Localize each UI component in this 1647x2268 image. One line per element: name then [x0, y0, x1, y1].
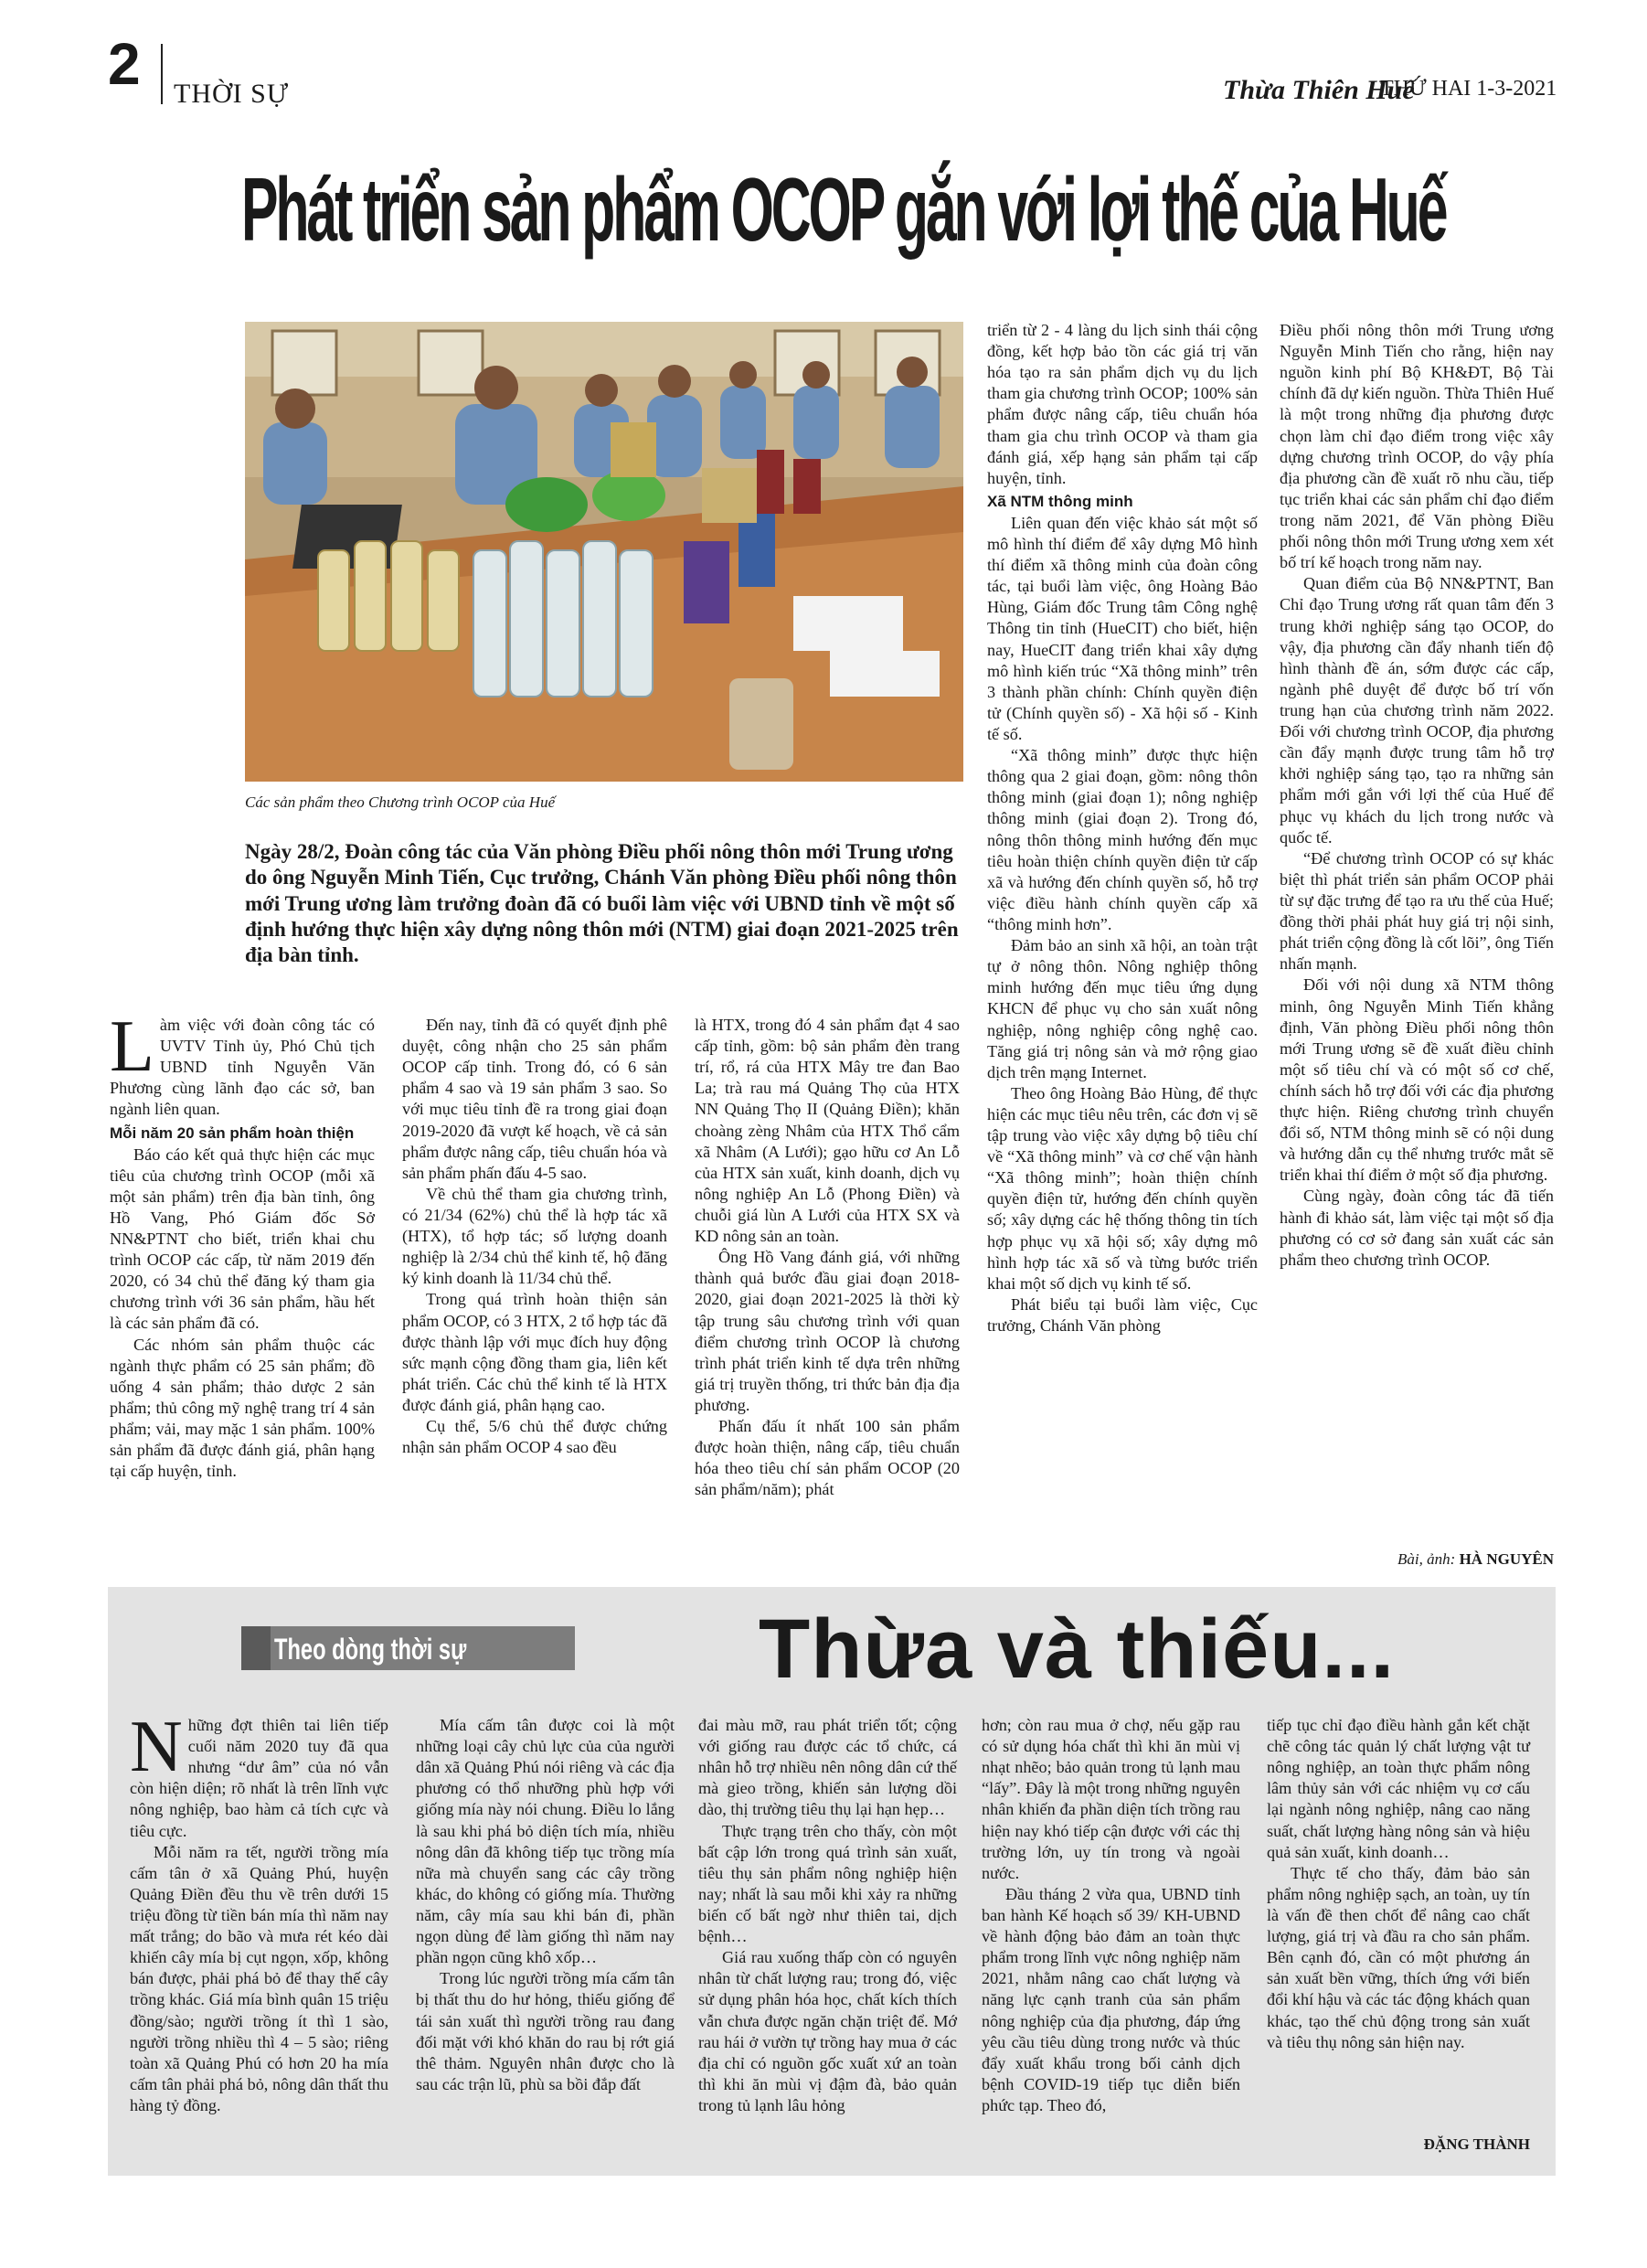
- article-photo: [245, 322, 963, 782]
- paragraph: Trong quá trình hoàn thiện sản phẩm OCOP, có 3 HTX, 2 tổ hợp tác đã được thành lập với mục đích huy động sức mạnh cộng đồng tham gia, liên kết phát triển. Các chủ thể kinh tế là HTX được đánh giá, phân hạng cao.: [402, 1290, 667, 1414]
- subheading: Xã NTM thông minh: [987, 492, 1133, 510]
- article-column-5: [1280, 320, 1554, 1271]
- header-divider: [161, 44, 163, 104]
- paragraph: Báo cáo kết quả thực hiện các mục tiêu của chương trình OCOP (mỗi xã một sản phẩm) trên địa bàn tỉnh, ông Hồ Vang, Phó Giám đốc Sở NN&PTNT cho biết, triển khai chu trình OCOP các cấp, từ năm 2019 đến 2020, có 34 chủ thể đăng ký tham gia chương trình với 36 sản phẩm, hầu hết là các sản phẩm đã có.: [110, 1145, 375, 1333]
- drop-cap: L: [110, 1006, 154, 1087]
- paragraph: Các nhóm sản phẩm thuộc các ngành thực phẩm có 25 sản phẩm; đồ uống 4 sản phẩm; thảo dược 2 sản phẩm; thủ công mỹ nghệ trang trí 4 sản phẩm; vải, may mặc 1 sản phẩm. 100% sản phẩm đã được đánh giá, phân hạng tại cấp huyện, tỉnh.: [110, 1335, 375, 1481]
- paragraph: Giá rau xuống thấp còn có nguyên nhân từ chất lượng rau; trong đó, việc sử dụng phân hóa học, chất kích thích vẫn chưa được ngăn chặn triệt để. Mớ rau hái ở vườn tự trồng hay mua ở các địa chỉ có nguồn gốc xuất xứ an toàn thì khi ăn mùi vị đậm đà, bảo quản trong tủ lạnh lâu hỏng: [698, 1948, 957, 2114]
- paragraph: Đến nay, tỉnh đã có quyết định phê duyệt, công nhận cho 25 sản phẩm OCOP cấp tỉnh. Trong đó, có 6 sản phẩm 4 sao và 19 sản phẩm 3 sao. So với mục tiêu tỉnh đề ra trong giai đoạn 2019-2020 đã vượt kế hoạch, về cả sản phẩm được nâng cấp, tiêu chuẩn hóa và sản phẩm phấn đấu 4-5 sao.: [402, 1016, 667, 1182]
- paragraph: Cùng ngày, đoàn công tác đã tiến hành đi khảo sát, làm việc tại một số địa phương có cơ sở đang sản xuất các sản phẩm theo chương trình OCOP.: [1280, 1187, 1554, 1269]
- article-column-1: [110, 1006, 375, 1482]
- opinion-column-4: [982, 1715, 1240, 2116]
- paragraph: Cụ thể, 5/6 chủ thể được chứng nhận sản phẩm OCOP 4 sao đều: [402, 1417, 667, 1457]
- section-name: THỜI SỰ: [174, 79, 290, 109]
- opinion-column-1: [130, 1707, 388, 2116]
- article-column-3: [695, 1015, 960, 1501]
- column-tag-accent: [241, 1626, 271, 1670]
- subheading: Mỗi năm 20 sản phẩm hoàn thiện: [110, 1123, 355, 1142]
- column-tag-label: Theo dòng thời sự: [274, 1633, 467, 1666]
- paragraph: Thực trạng trên cho thấy, còn một bất cập lớn trong quá trình sản xuất, tiêu thụ sản phẩm nông nghiệp hiện nay; nhất là sau mỗi khi xảy ra những biến cố bất ngờ như thiên tai, dịch bệnh…: [698, 1821, 957, 1946]
- paragraph: Đầu tháng 2 vừa qua, UBND tỉnh ban hành Kế hoạch số 39/ KH-UBND về hành động bảo đảm an toàn thực phẩm trong lĩnh vực nông nghiệp năm 2021, nhằm nâng cao chất lượng và năng lực cạnh tranh của sản phẩm nông nghiệp của địa phương, đáp ứng yêu cầu tiêu dùng trong nước và thúc đẩy xuất khẩu trong bối cảnh dịch bệnh COVID-19 tiếp tục diễn biến phức tạp. Theo đó,: [982, 1884, 1240, 2114]
- paragraph: là HTX, trong đó 4 sản phẩm đạt 4 sao cấp tỉnh, gồm: bộ sản phẩm đèn trang trí, rổ, rá của HTX Mây tre đan Bao La; trà rau má Quảng Thọ của HTX NN Quảng Thọ II (Quảng Điền); khăn choàng zèng Nhâm của HTX Thổ cẩm xã Nhâm (A Lưới); gạo hữu cơ An Lỗ của HTX sản xuất, kinh doanh, dịch vụ nông nghiệp An Lỗ (Phong Điền) và chuỗi giá lùn A Lưới của HTX SX và KD nông sản an toàn.: [695, 1016, 960, 1246]
- paragraph: đai màu mỡ, rau phát triển tốt; cộng với giống rau được các tổ chức, cá nhân hỗ trợ nhiều nên nông dân cứ thế mà gieo trồng, khiến sản lượng dồi dào, thị trường tiêu thụ lại hạn hẹp…: [698, 1716, 957, 1819]
- article-lead: Ngày 28/2, Đoàn công tác của Văn phòng Điều phối nông thôn mới Trung ương do ông Nguyễn Minh Tiến, Cục trưởng, Chánh Văn phòng Điều phối nông thôn mới Trung ương làm trưởng đoàn đã có buổi làm việc với UBND tỉnh về một số định hướng thực hiện xây dựng nông thôn mới (NTM) giai đoạn 2021-2025 trên địa bàn tỉnh.: [245, 840, 959, 967]
- paragraph: Mỗi năm ra tết, người trồng mía cấm tân ở xã Quảng Phú, huyện Quảng Điền đều thu về trên dưới 15 triệu đồng từ tiền bán mía thì năm nay mất trắng; do bão và mưa rét kéo dài khiến cây mía bị cụt ngọn, xốp, không bán được, phải phá bỏ để thay thế cây trồng khác. Giá mía bình quân 15 triệu đồng/sào; người trồng ít thì 1 sào, người trồng nhiều thì 4 – 5 sào; riêng toàn xã Quảng Phú có hơn 20 ha mía cấm tân phải phá bỏ, nông dân thất thu hàng tỷ đồng.: [130, 1842, 388, 2114]
- paragraph: tiếp tục chỉ đạo điều hành gắn kết chặt chẽ công tác quản lý chất lượng vật tư nông nghiệp, an toàn thực phẩm nông lâm thủy sản với các nhiệm vụ cơ cấu lại ngành nông nghiệp, nâng cao năng suất, chất lượng hàng nông sản và hiệu quả sản xuất, kinh doanh…: [1267, 1716, 1530, 1861]
- issue-date: THỨ HAI 1-3-2021: [1380, 77, 1557, 101]
- opinion-title: Thừa và thiếu...: [759, 1603, 1396, 1696]
- paragraph: Mía cấm tân được coi là một những loại cây chủ lực của của người dân xã Quảng Phú nói riêng và các địa phương có thổ nhưỡng phù hợp với giống mía này nói chung. Điều lo lắng là sau khi phá bỏ diện tích mía, nhiều nông dân đã không tiếp tục trồng mía nữa mà chuyển sang các cây trồng khác, do không có giống mía. Thường năm, cây mía sau khi bán đi, phần ngọn dùng để làm giống thì năm nay phần ngọn cũng khô xốp…: [416, 1716, 675, 1967]
- drop-cap: N: [130, 1707, 183, 1787]
- paragraph: “Để chương trình OCOP có sự khác biệt thì phát triển sản phẩm OCOP phải từ sự đặc trưng để tạo ra ưu thế của Huế; đồng thời phải phát huy giá trị nội sinh, phát triển cộng đồng là cốt lõi”, ông Tiến nhấn mạnh.: [1280, 848, 1554, 974]
- opinion-column-2: [416, 1715, 675, 2095]
- paragraph: Phấn đấu ít nhất 100 sản phẩm được hoàn thiện, nâng cấp, tiêu chuẩn hóa theo tiêu chí sản phẩm OCOP (20 sản phẩm/năm); phát: [695, 1417, 960, 1499]
- paragraph: Làm việc với đoàn công tác có UVTV Tỉnh ủy, Phó Chủ tịch UBND tỉnh Nguyễn Văn Phương cùng lãnh đạo các sở, ban ngành liên quan.: [110, 1006, 375, 1119]
- paragraph: Về chủ thể tham gia chương trình, có 21/34 (62%) chủ thể là hợp tác xã (HTX), tổ hợp tác; số lượng doanh nghiệp là 2/34 chủ thể kinh tế, hộ đăng ký kinh doanh là 11/34 chủ thể.: [402, 1184, 667, 1288]
- paragraph: Những đợt thiên tai liên tiếp cuối năm 2020 tuy đã qua nhưng “dư âm” của nó vẫn còn hiện diện; rõ nhất là trên lĩnh vực nông nghiệp, bao hàm cả tích cực và tiêu cực.: [130, 1707, 388, 1840]
- paragraph: Đối với nội dung xã NTM thông minh, ông Nguyễn Minh Tiến khẳng định, Văn phòng Điều phối nông thôn mới Trung ương sẽ đề xuất điều chỉnh một số tiêu chí và có một số cơ chế, chính sách hỗ trợ đối với các địa phương thực hiện. Riêng chương trình chuyển đổi số, NTM thông minh sẽ có nội dung và hướng dẫn cụ thể nhưng trước mắt sẽ triển khai thí điểm ở một số địa phương.: [1280, 975, 1554, 1185]
- paragraph: Thực tế cho thấy, đảm bảo sản phẩm nông nghiệp sạch, an toàn, uy tín là vấn đề then chốt để nâng cao chất lượng, giá trị và đầu ra cho sản phẩm. Bên cạnh đó, cần có một phương án sản xuất bền vững, thích ứng với biến đổi khí hậu và các tác động khách quan khác, tạo thế chủ động trong sản xuất và tiêu thụ nông sản hiện nay.: [1267, 1863, 1530, 2051]
- photo-caption: Các sản phẩm theo Chương trình OCOP của Huế: [245, 793, 556, 811]
- paragraph: triển từ 2 - 4 làng du lịch sinh thái cộng đồng, kết hợp bảo tồn các giá trị văn hóa tạo ra sản phẩm dịch vụ du lịch tham gia chương trình OCOP; 100% sản phẩm được nâng cấp, tiêu chuẩn hóa tham gia chu trình OCOP và tham gia đánh giá, xếp hạng sản phẩm tại cấp huyện, tỉnh.: [987, 321, 1258, 487]
- paragraph: Ông Hồ Vang đánh giá, với những thành quả bước đầu giai đoạn 2018-2020, giai đoạn 2021-2025 là thời kỳ tập trung sâu chương trình với quan điểm chương trình OCOP là chương trình phát triển kinh tế dựa trên những giá trị truyền thống, tri thức bản địa địa phương.: [695, 1248, 960, 1414]
- opinion-column-3: [698, 1715, 957, 2116]
- article-byline: Bài, ảnh: HÀ NGUYÊN: [1397, 1550, 1554, 1568]
- paragraph: Quan điểm của Bộ NN&PTNT, Ban Chỉ đạo Trung ương rất quan tâm đến 3 trung khởi nghiệp sáng tạo OCOP, do vậy, địa phương cần đẩy nhanh tiến độ hình thành đề án, sớm được các cấp, ngành phê duyệt để được bố trí vốn trung hạn của chương trình năm 2022. Đối với chương trình OCOP, địa phương cần đẩy mạnh được trung tâm hỗ trợ khởi nghiệp sáng tạo, tạo ra những sản phẩm mới gắn với lợi thế của Huế để phục vụ khách du lịch trong nước và quốc tế.: [1280, 574, 1554, 847]
- paragraph: Đảm bảo an sinh xã hội, an toàn trật tự ở nông thôn. Nông nghiệp thông minh hướng đến mục tiêu ứng dụng KHCN để phục vụ cho sản xuất nông nghiệp, nông nghiệp công nghệ cao. Tăng giá trị nông sản và mở rộng giao dịch trên mạng Internet.: [987, 936, 1258, 1081]
- opinion-column-5: [1267, 1715, 1530, 2053]
- article-headline: Phát triển sản phẩm OCOP gắn với lợi thế của Huế: [241, 159, 1446, 260]
- paragraph: Điều phối nông thôn mới Trung ương Nguyễn Minh Tiến cho rằng, hiện nay nguồn kinh phí Bộ KH&ĐT, Bộ Tài chính đã dự kiến nguồn. Thừa Thiên Huế là một trong những địa phương được chọn làm chỉ đạo điểm trong việc xây dựng chương trình OCOP, do vậy phía địa phương cần đề xuất rõ nhu cầu, tiếp tục triển khai các sản phẩm chỉ đạo điểm trong năm 2021, để Văn phòng Điều phối nông thôn mới Trung ương xem xét bố trí kế hoạch trong năm nay.: [1280, 321, 1554, 572]
- paragraph: Phát biểu tại buổi làm việc, Cục trưởng, Chánh Văn phòng: [987, 1294, 1258, 1336]
- newspaper-name: Thừa Thiên Huế: [1223, 75, 1415, 105]
- paragraph: hơn; còn rau mua ở chợ, nếu gặp rau có sử dụng hóa chất thì khi ăn mùi vị nhạt nhẽo; bảo quản trong tủ lạnh mau “lấy”. Đây là một trong những nguyên nhân khiến đa phần diện tích trồng rau hiện nay khó tiếp cận được với các thị trường lớn, uy tín trong và ngoài nước.: [982, 1716, 1240, 1882]
- opinion-byline: ĐẶNG THÀNH: [1423, 2135, 1530, 2153]
- article-column-2: [402, 1015, 667, 1458]
- paragraph: Trong lúc người trồng mía cấm tân bị thất thu do hư hỏng, thiếu giống để tái sản xuất thì người trồng rau đang đối mặt với khó khăn do rau bị rớt giá thê thảm. Nguyên nhân được cho là sau các trận lũ, phù sa bồi đắp đất: [416, 1969, 675, 2093]
- paragraph: Theo ông Hoàng Bảo Hùng, để thực hiện các mục tiêu nêu trên, các đơn vị sẽ tập trung vào việc xây dựng bộ tiêu chí về “Xã thông minh” và cơ chế vận hành “Xã thông minh”; hoàn thiện chính quyền điện tử, hướng đến chính quyền số; xây dựng các hệ thống thông tin tích hợp phục vụ xã hội số; xây dựng mô hình hợp tác xã số và từng bước triển khai một số dịch vụ kinh tế số.: [987, 1083, 1258, 1293]
- paragraph: Liên quan đến việc khảo sát một số mô hình thí điểm để xây dựng Mô hình thí điểm xã thông minh của đoàn công tác, tại buổi làm việc, ông Hoàng Bảo Hùng, Giám đốc Trung tâm Công nghệ Thông tin tỉnh (HueCIT) cho biết, hiện nay, HueCIT đang triển khai xây dựng mô hình kiến trúc “Xã thông minh” trên 3 thành phần chính: Chính quyền điện tử (Chính quyền số) - Xã hội số - Kinh tế số.: [987, 513, 1258, 743]
- paragraph: “Xã thông minh” được thực hiện thông qua 2 giai đoạn, gồm: nông thôn thông minh (giai đoạn 1); nông nghiệp thông minh (giai đoạn 2). Trong đó, nông thôn thông minh hướng đến mục tiêu hoàn thiện chính quyền điện tử cấp xã và hướng đến chính quyền số, hỗ trợ việc điều hành chính quyền cấp xã “thông minh hơn”.: [987, 746, 1258, 933]
- page-number: 2: [108, 31, 141, 97]
- article-column-4: [987, 320, 1258, 1336]
